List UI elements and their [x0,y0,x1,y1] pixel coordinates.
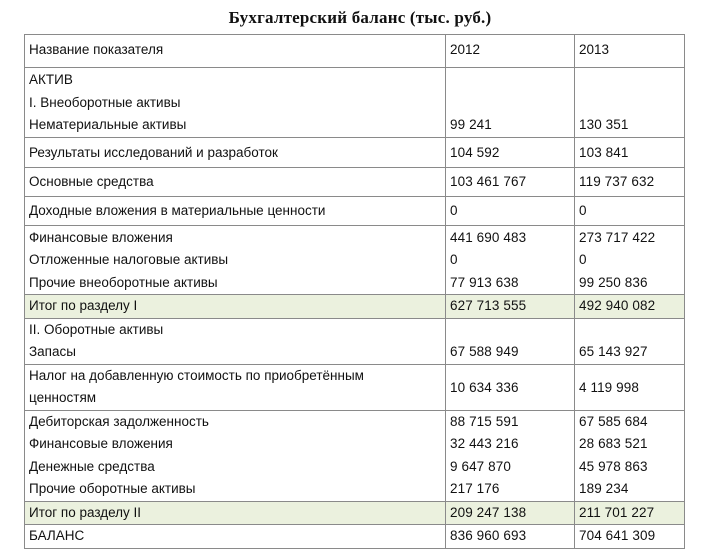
header-year-2012: 2012 [446,35,575,68]
fixed-assets-label: Основные средства [25,167,446,196]
financial-investments-2012: 441 690 483 [450,229,527,245]
material-investments-label: Доходные вложения в материальные ценности [25,196,446,225]
vat-2013: 4 119 998 [575,364,685,410]
table-row-total [25,295,685,319]
row-values-2013 [575,225,685,295]
table-row-total [25,501,685,525]
table-row [25,68,685,138]
section1-total-label: Итог по разделу I [25,295,446,319]
material-investments-2013: 0 [575,196,685,225]
table-header-row [25,35,685,68]
balance-2012: 836 960 693 [446,525,575,549]
deferred-tax-label: Отложенные налоговые активы [29,252,229,267]
fixed-assets-2012: 103 461 767 [446,167,575,196]
other-noncurrent-2013: 99 250 836 [579,274,648,290]
other-noncurrent-label: Прочие внеоборотные активы [29,274,218,290]
inventory-2013: 65 143 927 [575,318,685,364]
table-row [25,225,685,295]
inventory-label: Запасы [29,344,76,359]
row-label [25,410,446,501]
receivables-label: Дебиторская задолженность [29,413,209,429]
vat-label-line2: ценностям [29,390,97,405]
deferred-tax-2012: 0 [450,252,458,267]
table-row [25,137,685,167]
financial-investments-2013: 273 717 422 [579,229,656,245]
other-noncurrent-2012: 77 913 638 [450,274,519,290]
balance-label: БАЛАНС [25,525,446,549]
section2-total-2013: 211 701 227 [575,501,685,525]
fixed-assets-2013: 119 737 632 [575,167,685,196]
rnd-2013: 103 841 [575,137,685,167]
section1-heading: I. Внеоборотные активы [29,94,181,110]
row-values-2012 [446,225,575,295]
table-row [25,196,685,225]
row-label [25,225,446,295]
current-financial-investments-2012: 32 443 216 [450,436,519,451]
rnd-2012: 104 592 [446,137,575,167]
table-row [25,318,685,364]
section2-total-label: Итог по разделу II [25,501,446,525]
receivables-2012: 88 715 591 [450,413,519,429]
page-title: Бухгалтерский баланс (тыс. руб.) [228,8,492,27]
section1-total-2013: 492 940 082 [575,295,685,319]
cash-label: Денежные средства [29,458,155,474]
cash-2012: 9 647 870 [450,458,511,474]
section2-total-2012: 209 247 138 [446,501,575,525]
balance-sheet-table [24,34,685,549]
header-year-2013: 2013 [575,35,685,68]
balance-2013: 704 641 309 [575,525,685,549]
intangible-2013: 130 351 [575,68,685,138]
current-financial-investments-label: Финансовые вложения [29,436,173,451]
deferred-tax-2013: 0 [579,252,587,267]
intangible-label: Нематериальные активы [29,117,187,132]
table-row-balance [25,525,685,549]
table-row [25,167,685,196]
row-values-2013 [575,410,685,501]
material-investments-2012: 0 [446,196,575,225]
vat-2012: 10 634 336 [446,364,575,410]
rnd-label: Результаты исследований и разработок [25,137,446,167]
row-values-2012 [446,410,575,501]
financial-investments-label: Финансовые вложения [29,229,173,245]
intangible-2012: 99 241 [446,68,575,138]
other-current-2013: 189 234 [579,481,629,496]
row-label [25,68,446,138]
section2-heading: II. Оборотные активы [29,321,164,337]
other-current-2012: 217 176 [450,481,500,496]
current-financial-investments-2013: 28 683 521 [579,436,648,451]
row-label [25,318,446,364]
vat-label-line1: Налог на добавленную стоимость по приобретённым [29,367,364,383]
cash-2013: 45 978 863 [579,458,648,474]
header-indicator-name: Название показателя [25,35,446,68]
row-label [25,364,446,410]
receivables-2013: 67 585 684 [579,413,648,429]
section1-total-2012: 627 713 555 [446,295,575,319]
table-row [25,410,685,501]
table-row [25,364,685,410]
other-current-label: Прочие оборотные активы [29,481,196,496]
aktiv-heading: АКТИВ [29,72,73,87]
inventory-2012: 67 588 949 [446,318,575,364]
